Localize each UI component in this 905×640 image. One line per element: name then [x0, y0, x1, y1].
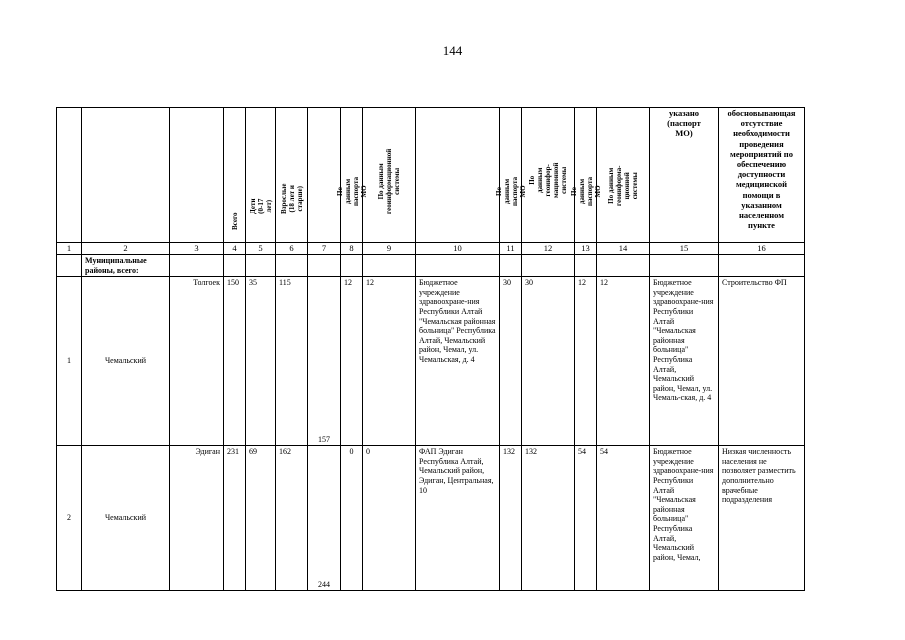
total-empty-cell: [170, 255, 224, 277]
header-cell-16: [719, 108, 805, 243]
total-empty-cell: [522, 255, 575, 277]
population-children: 35: [246, 277, 276, 446]
header-passport-label-1: По данным паспорта МО: [335, 176, 368, 206]
total-empty-cell: [57, 255, 82, 277]
settlement-name: Эдиган: [170, 446, 224, 591]
col7-value: 157: [308, 277, 341, 446]
header-gis-label-3: По данным геоинформа- ционной системы: [606, 165, 640, 206]
col9-value: 0: [363, 446, 416, 591]
column-number: 12: [522, 243, 575, 255]
total-label: Муниципальные районы, всего:: [82, 255, 170, 277]
row-number: 1: [57, 277, 82, 446]
col8-value: 0: [341, 446, 363, 591]
column-number: 1: [57, 243, 82, 255]
column-number: 13: [575, 243, 597, 255]
col13-value: 54: [575, 446, 597, 591]
col14-value: 54: [597, 446, 650, 591]
total-empty-cell: [500, 255, 522, 277]
header-cell-2: [82, 108, 170, 243]
col14-value: 12: [597, 277, 650, 446]
population-total: 150: [224, 277, 246, 446]
table-header-row: [57, 108, 805, 243]
district-name: Чемальский: [82, 277, 170, 446]
specified-facility: Бюджетное учреждение здравоохране-ния Республики Алтай "Чемальская районная больница" Республика Алтай, Чемальский район, Чемал,: [650, 446, 719, 591]
column-number: 4: [224, 243, 246, 255]
total-empty-cell: [308, 255, 341, 277]
header-total-label: Всего: [230, 212, 239, 230]
total-empty-cell: [650, 255, 719, 277]
nearest-facility: ФАП Эдиган Республика Алтай, Чемальский район, Эдиган, Центральная, 10: [416, 446, 500, 591]
total-empty-cell: [719, 255, 805, 277]
column-number: 6: [276, 243, 308, 255]
nearest-facility: Бюджетное учреждение здравоохране-ния Республики Алтай "Чемальская районная больница" Республика Алтай, Чемальский район, Чемал, ул. Чемальская, д. 4: [416, 277, 500, 446]
specified-facility: Бюджетное учреждение здравоохране-ния Республики Алтай "Чемальская районная больница" Республика Алтай, Чемальский район, Чемал, ул. Чемаль-ская, д. 4: [650, 277, 719, 446]
header-passport-label-2: По данным паспорта МО: [494, 176, 527, 206]
total-empty-cell: [575, 255, 597, 277]
header-cell-3: [170, 108, 224, 243]
column-number: 7: [308, 243, 341, 255]
column-number: 16: [719, 243, 805, 255]
header-cell-5: [246, 108, 276, 243]
header-justification-label: обосновывающая отсутствие необходимости проведения мероприятий по обеспечению доступности медицинской помощи в указанном населенном пункте: [727, 108, 796, 231]
total-empty-cell: [363, 255, 416, 277]
col12-value: 30: [522, 277, 575, 446]
header-cell-9: [363, 108, 416, 243]
total-empty-cell: [246, 255, 276, 277]
table-row: [57, 446, 805, 591]
row-number: 2: [57, 446, 82, 591]
population-adults: 115: [276, 277, 308, 446]
total-empty-cell: [224, 255, 246, 277]
header-cell-4: [224, 108, 246, 243]
justification-text: Строительство ФП: [719, 277, 805, 446]
total-empty-cell: [597, 255, 650, 277]
col11-value: 30: [500, 277, 522, 446]
col12-value: 132: [522, 446, 575, 591]
population-adults: 162: [276, 446, 308, 591]
header-specified-label: указано (паспорт МО): [667, 108, 701, 139]
column-number: 10: [416, 243, 500, 255]
header-cell-6: [276, 108, 308, 243]
col7-value: 244: [308, 446, 341, 591]
column-number: 8: [341, 243, 363, 255]
header-gis-label-1: По данным геоинформационной системы: [376, 148, 402, 214]
justification-text: Низкая численность населения не позволяет разместить дополнительно врачебные подразделения: [719, 446, 805, 591]
page-number: 144: [442, 43, 463, 58]
column-number: 9: [363, 243, 416, 255]
total-empty-cell: [276, 255, 308, 277]
column-number: 3: [170, 243, 224, 255]
population-total: 231: [224, 446, 246, 591]
header-cell-1: [57, 108, 82, 243]
total-empty-cell: [416, 255, 500, 277]
column-number: 14: [597, 243, 650, 255]
table-row: [57, 277, 805, 446]
column-number: 5: [246, 243, 276, 255]
column-number: 11: [500, 243, 522, 255]
column-number: 15: [650, 243, 719, 255]
header-cell-7: [308, 108, 341, 243]
total-row: [57, 255, 805, 277]
population-children: 69: [246, 446, 276, 591]
col8-value: 12: [341, 277, 363, 446]
settlement-name: Толгоек: [170, 277, 224, 446]
header-cell-14: [597, 108, 650, 243]
col11-value: 132: [500, 446, 522, 591]
column-number: 2: [82, 243, 170, 255]
column-number-row: [57, 243, 805, 255]
header-cell-11: [494, 108, 527, 243]
header-passport-label-3: По данным паспорта МО: [569, 176, 602, 206]
district-name: Чемальский: [82, 446, 170, 591]
header-cell-12: [522, 108, 575, 243]
header-adults-label: Взрослые (18 лет и старше): [279, 183, 304, 214]
total-empty-cell: [341, 255, 363, 277]
settlements-table: [56, 107, 805, 591]
header-cell-8: [335, 108, 368, 243]
header-children-label: Дети (0-17 лет): [248, 198, 273, 214]
header-cell-10: [416, 108, 500, 243]
col13-value: 12: [575, 277, 597, 446]
header-gis-label-2: По данным геоинфор- мационной системы: [527, 162, 569, 198]
header-cell-15: [650, 108, 719, 243]
col9-value: 12: [363, 277, 416, 446]
header-cell-13: [569, 108, 602, 243]
